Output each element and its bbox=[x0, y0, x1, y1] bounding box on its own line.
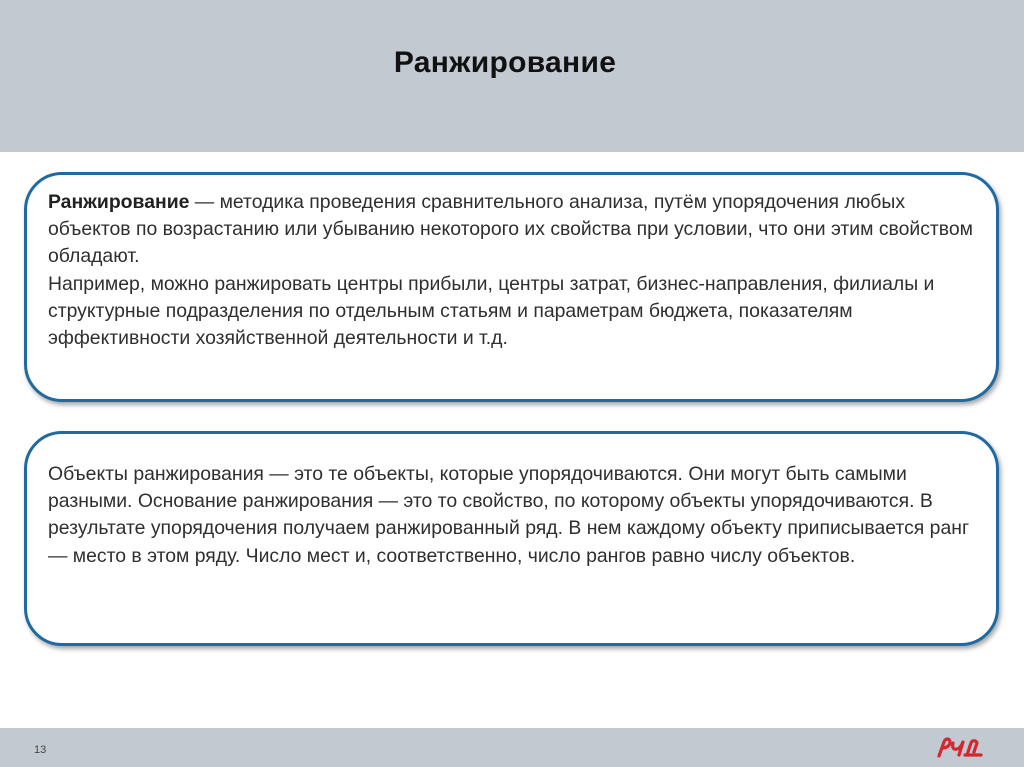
page-title: Ранжирование bbox=[393, 46, 617, 79]
definition-paragraph bbox=[48, 189, 978, 271]
ranking-objects-card bbox=[24, 431, 999, 646]
rzd-logo-icon bbox=[933, 734, 991, 760]
page-number: 13 bbox=[34, 744, 47, 756]
ranking-objects-paragraph: Объекты ранжирования — это те объекты, которые упорядочиваются. Они могут быть самыми разными. Основание ранжирования — это то свойство, по которому объекты упорядочиваются. В результате упорядочения получаем ранжированный ряд. В нем каждому объекту приписывается ранг — место в этом ряду. Число мест и, соответственно, число рангов равно числу объектов. bbox=[48, 463, 970, 567]
definition-text: — методика проведения сравнительного анализа, путём упорядочения любых объектов по возрастанию или убыванию некоторого их свойства при условии, что они этим свойством обладают. bbox=[48, 191, 974, 268]
definition-term: Ранжирование bbox=[48, 191, 190, 213]
definition-card bbox=[24, 172, 999, 402]
footer-band bbox=[0, 728, 1024, 767]
example-paragraph: Например, можно ранжировать центры прибыли, центры затрат, бизнес-направления, филиалы и структурные подразделения по отдельным статьям и параметрам бюджета, показателям эффективности хозяйственной деятельности и т.д. bbox=[48, 272, 935, 350]
